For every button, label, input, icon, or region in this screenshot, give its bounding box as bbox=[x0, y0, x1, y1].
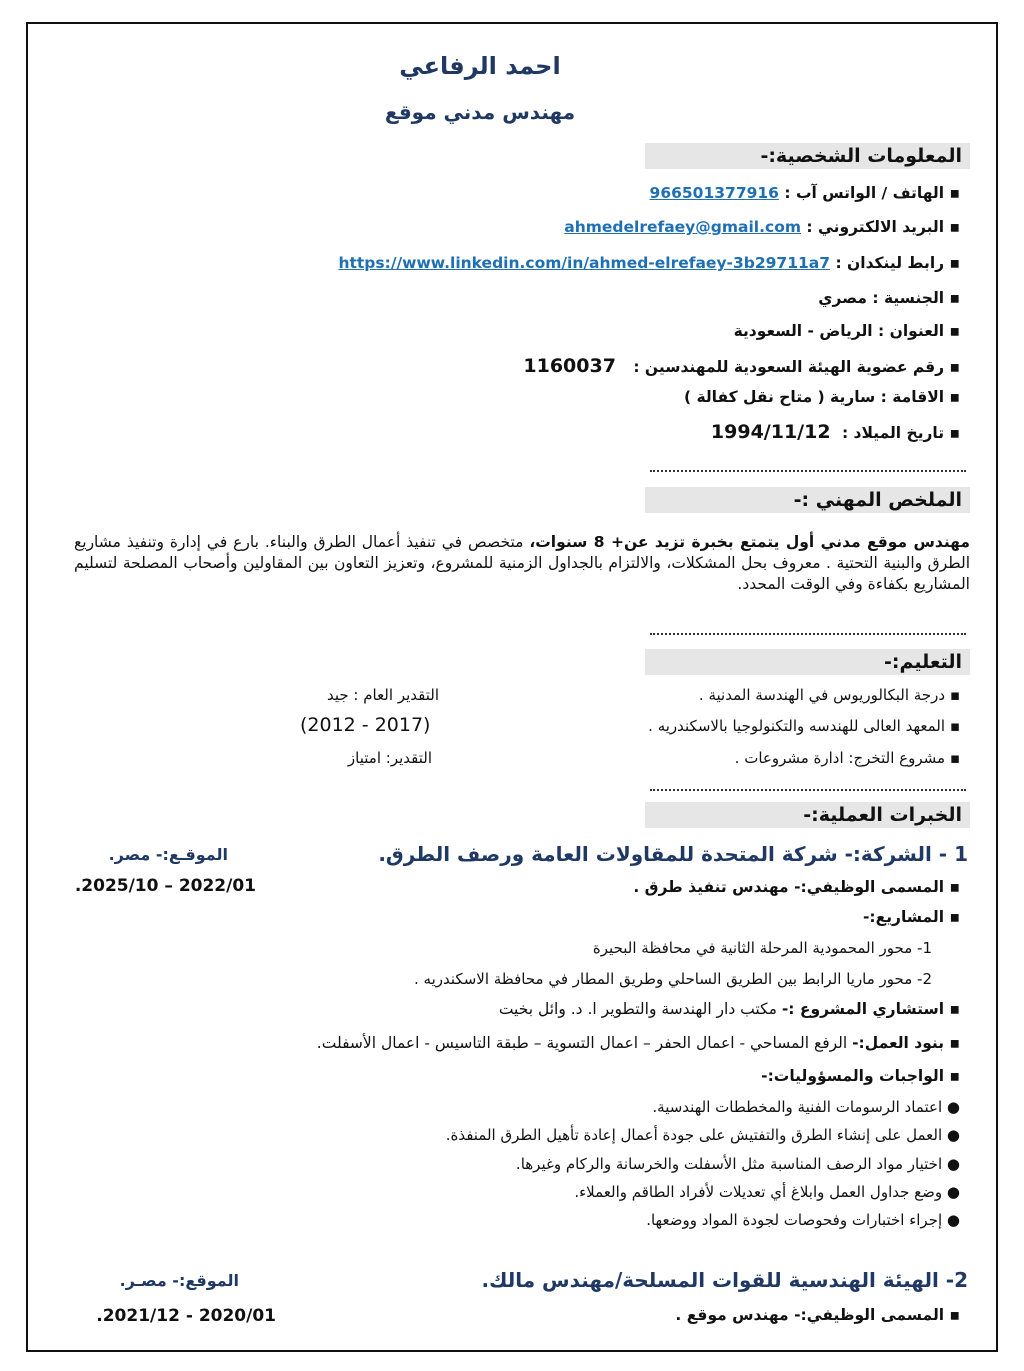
birth-date: 1994/11/12 bbox=[710, 421, 831, 443]
phone-link[interactable]: 966501377916 bbox=[649, 184, 779, 202]
summary-highlight: مهندس موقع مدني أول يتمتع بخبرة تزيد عن+ 8 سنوات، bbox=[529, 533, 970, 551]
bullet-icon: ▪ bbox=[949, 388, 960, 406]
summary-text: متخصص في تنفيذ أعمال الطرق والبناء. بارع في إدارة وتنفيذ مشاريع الطرق والبنية التحتية . معروف بحل المشكلات، والالتزام بالجداول الزمنية للمشروع، وتعزيز التعاون بين المقاولين وأصحاب المصلحة لتسليم المشاريع بكفاءة وفي الوقت المحدد. bbox=[74, 533, 970, 593]
divider bbox=[650, 470, 966, 472]
job2-location: الموقع:- مصـر. bbox=[119, 1271, 239, 1290]
works-label: بنود العمل:- bbox=[852, 1034, 945, 1052]
job1-works: الرفع المساحي - اعمال الحفر – اعمال التسوية – طبقة التاسيس - اعمال الأسفلت. bbox=[316, 1034, 853, 1052]
projects-label: المشاريع:- bbox=[862, 908, 945, 926]
project-grade: التقدير: امتياز bbox=[347, 749, 432, 767]
degree-row bbox=[699, 686, 960, 704]
bullet-icon: ▪ bbox=[949, 254, 960, 272]
job2-dates: 2020/01 - 2021/12. bbox=[96, 1306, 276, 1326]
job1-works-row bbox=[317, 1034, 960, 1052]
bullet-icon: ▪ bbox=[949, 184, 960, 202]
job1-company: 1 - الشركة:- شركة المتحدة للمقاولات العامة ورصف الطرق. bbox=[378, 842, 968, 866]
duty-text: اعتماد الرسومات الفنية والمخططات الهندسية. bbox=[652, 1098, 943, 1116]
bullet-dot-icon: ● bbox=[946, 1183, 960, 1201]
candidate-job-title: مهندس مدني موقع bbox=[384, 100, 576, 124]
nationality-row bbox=[818, 289, 960, 307]
duty-item bbox=[574, 1183, 960, 1201]
email-row bbox=[564, 218, 960, 236]
position-label: المسمى الوظيفي:- bbox=[794, 1306, 945, 1324]
job2-company: 2- الهيئة الهندسية للقوات المسلحة/مهندس مالك. bbox=[481, 1268, 968, 1292]
job2-position: مهندس موقع . bbox=[675, 1306, 789, 1324]
job1-project-1: 1- محور المحمودية المرحلة الثانية في محافظة البحيرة bbox=[592, 939, 932, 957]
overall-grade: التقدير العام : جيد bbox=[326, 686, 439, 704]
summary-heading: الملخص المهني :- bbox=[645, 487, 970, 513]
summary-paragraph bbox=[74, 532, 970, 595]
phone-label: الهاتف / الواتس آب : bbox=[784, 184, 945, 202]
bullet-icon: ▪ bbox=[949, 322, 960, 340]
linkedin-link[interactable]: https://www.linkedin.com/in/ahmed-elrefaey-3b29711a7 bbox=[338, 254, 831, 272]
consultant-label: استشاري المشروع :- bbox=[781, 1000, 945, 1018]
duty-item bbox=[646, 1211, 960, 1229]
degree-text: درجة البكالوريوس في الهندسة المدنية . bbox=[698, 686, 946, 704]
job1-duties-label-row bbox=[761, 1067, 960, 1085]
bullet-icon: ▪ bbox=[949, 686, 960, 704]
bullet-dot-icon: ● bbox=[946, 1211, 960, 1229]
candidate-name: احمد الرفاعي bbox=[399, 52, 561, 80]
duty-text: إجراء اختبارات وفحوصات لجودة المواد ووضعها. bbox=[646, 1211, 943, 1229]
study-years: (2012 - 2017) bbox=[300, 714, 431, 736]
bullet-dot-icon: ● bbox=[946, 1155, 960, 1173]
residency-text: الاقامة : سارية ( متاح نقل كفالة ) bbox=[683, 388, 945, 406]
divider bbox=[650, 633, 966, 635]
institute-text: المعهد العالى للهندسه والتكنولوجيا بالاسكندريه . bbox=[648, 717, 946, 735]
linkedin-label: رابط لينكدان : bbox=[835, 254, 945, 272]
bullet-icon: ▪ bbox=[949, 1306, 960, 1324]
membership-number: 1160037 bbox=[523, 355, 616, 377]
email-label: البريد الالكتروني : bbox=[806, 218, 945, 236]
duty-item bbox=[516, 1155, 960, 1173]
bullet-icon: ▪ bbox=[949, 717, 960, 735]
personal-info-heading: المعلومات الشخصية:- bbox=[645, 143, 970, 169]
graduation-project-text: مشروع التخرج: ادارة مشروعات . bbox=[734, 749, 946, 767]
linkedin-row bbox=[338, 254, 960, 272]
bullet-dot-icon: ● bbox=[946, 1126, 960, 1144]
nationality-text: الجنسية : مصري bbox=[818, 289, 945, 307]
bullet-icon: ▪ bbox=[949, 424, 960, 442]
job1-consultant: مكتب دار الهندسة والتطوير ا. د. وائل بخيت bbox=[498, 1000, 782, 1018]
duty-text: وضع جداول العمل وابلاغ أي تعديلات لأفراد الطاقم والعملاء. bbox=[574, 1183, 943, 1201]
bullet-icon: ▪ bbox=[949, 908, 960, 926]
bullet-icon: ▪ bbox=[949, 749, 960, 767]
job1-projects-label-row bbox=[863, 908, 960, 926]
bullet-icon: ▪ bbox=[949, 1034, 960, 1052]
bullet-icon: ▪ bbox=[949, 1000, 960, 1018]
address-row bbox=[734, 322, 960, 340]
position-label: المسمى الوظيفي:- bbox=[794, 878, 945, 896]
duty-item bbox=[652, 1098, 960, 1116]
job2-position-row bbox=[675, 1306, 960, 1324]
bullet-icon: ▪ bbox=[949, 218, 960, 236]
birth-label: تاريخ الميلاد : bbox=[841, 424, 945, 442]
duty-text: اختيار مواد الرصف المناسبة مثل الأسفلت والخرسانة والركام وغيرها. bbox=[515, 1155, 943, 1173]
job1-position-row bbox=[633, 878, 960, 896]
duties-label: الواجبات والمسؤوليات:- bbox=[761, 1067, 945, 1085]
bullet-icon: ▪ bbox=[949, 878, 960, 896]
experience-heading: الخبرات العملية:- bbox=[645, 802, 970, 828]
duty-text: العمل على إنشاء الطرق والتفتيش على جودة أعمال إعادة تأهيل الطرق المنفذة. bbox=[445, 1126, 943, 1144]
bullet-icon: ▪ bbox=[949, 358, 960, 376]
education-heading: التعليم:- bbox=[645, 649, 970, 675]
graduation-project-row bbox=[735, 749, 960, 767]
duty-item bbox=[446, 1126, 960, 1144]
bullet-dot-icon: ● bbox=[946, 1098, 960, 1116]
divider bbox=[650, 789, 966, 791]
bullet-icon: ▪ bbox=[949, 1067, 960, 1085]
membership-row bbox=[523, 355, 960, 377]
phone-row bbox=[650, 184, 960, 202]
email-link[interactable]: ahmedelrefaey@gmail.com bbox=[564, 218, 801, 236]
residency-row bbox=[684, 388, 960, 406]
job1-location: الموقـع:- مصر. bbox=[108, 845, 228, 864]
job1-project-2: 2- محور ماريا الرابط بين الطريق الساحلي وطريق المطار في محافظة الاسكندريه . bbox=[414, 970, 932, 988]
membership-label: رقم عضوية الهيئة السعودية للمهندسين : bbox=[633, 358, 945, 376]
address-text: العنوان : الرياض - السعودية bbox=[733, 322, 945, 340]
bullet-icon: ▪ bbox=[949, 289, 960, 307]
job1-consultant-row bbox=[499, 1000, 960, 1018]
job1-dates: 2022/01 – 2025/10. bbox=[74, 876, 256, 896]
institute-row bbox=[648, 717, 960, 735]
job1-position: مهندس تنفيذ طرق . bbox=[633, 878, 789, 896]
birth-row bbox=[711, 421, 960, 443]
